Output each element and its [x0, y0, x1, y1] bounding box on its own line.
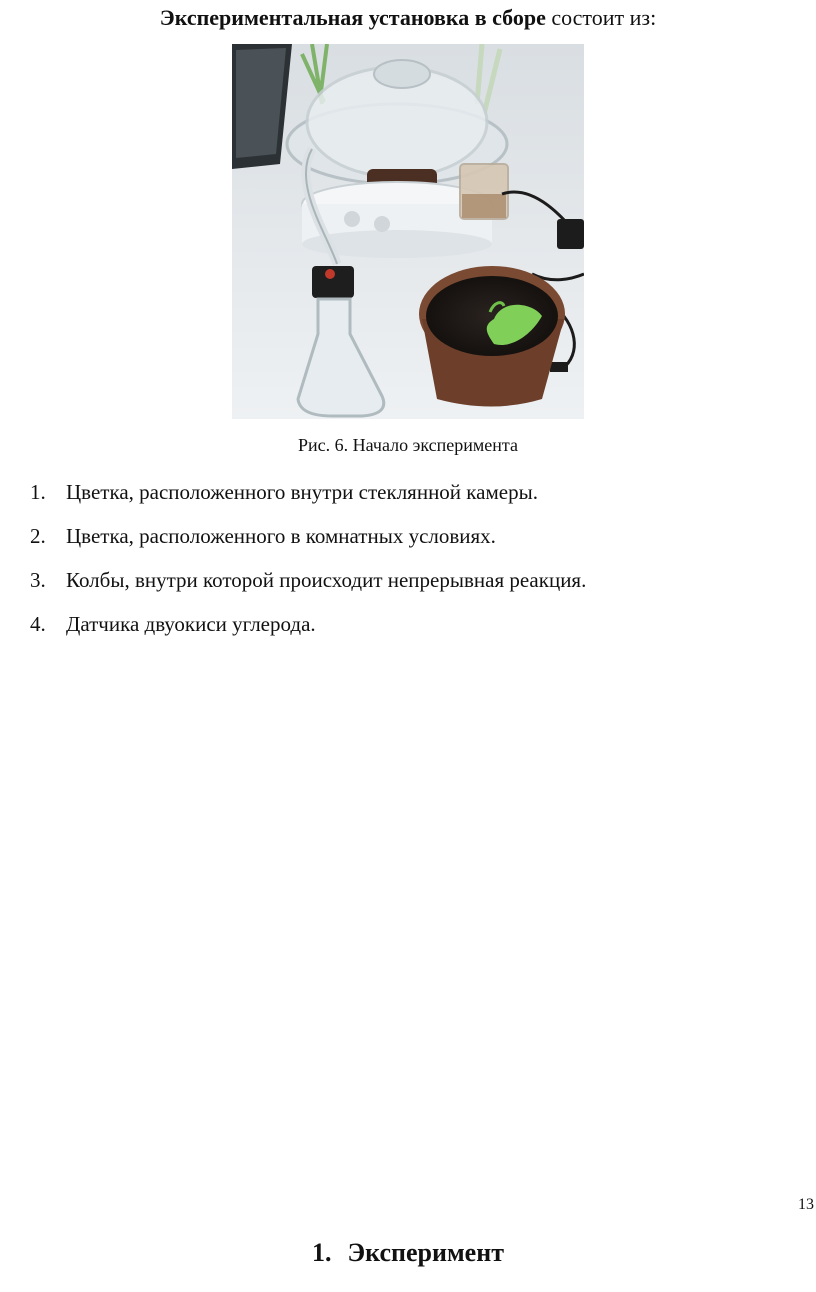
list-item [30, 602, 586, 646]
component-list [30, 470, 586, 646]
list-item [30, 558, 586, 602]
list-item-text: Цветка, расположенного в комнатных условиях. [66, 524, 496, 548]
list-item-number: 4. [30, 612, 46, 636]
list-item-text: Цветка, расположенного внутри стеклянной камеры. [66, 480, 538, 504]
experiment-photo [232, 44, 584, 419]
list-item-text: Колбы, внутри которой происходит непрерывная реакция. [66, 568, 587, 592]
list-item [30, 514, 586, 558]
list-item-number: 1. [30, 480, 46, 504]
list-item-number: 2. [30, 524, 46, 548]
section-heading-title: Эксперимент [347, 1238, 504, 1267]
intro-line [0, 4, 816, 32]
list-item [30, 470, 586, 514]
figure-caption: Рис. 6. Начало эксперимента [298, 435, 518, 455]
intro-bold-text: Экспериментальная установка в сборе [159, 5, 546, 30]
list-item-number: 3. [30, 568, 46, 592]
page-number: 13 [798, 1196, 814, 1213]
intro-rest-text: состоит из: [545, 5, 657, 30]
section-heading [0, 1236, 816, 1270]
list-item-text: Датчика двуокиси углерода. [66, 612, 316, 636]
section-heading-number: 1. [312, 1238, 332, 1267]
experiment-photo-illustration [232, 44, 584, 419]
